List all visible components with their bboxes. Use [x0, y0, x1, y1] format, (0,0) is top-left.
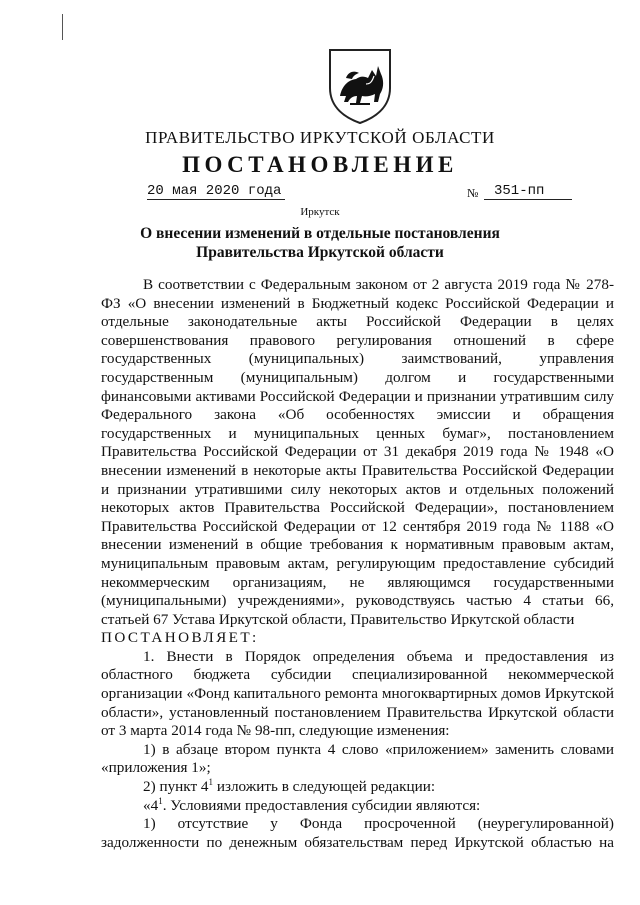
item-1-paragraph: 1. Внести в Порядок определения объема и предоставления из областного бюджета субсидии специализированной некоммерческой организации «Фонд капитального ремонта многоквартирных домов Иркутской области», установленный постановлением Правительства Иркутской области от 3 марта 2014 года № 98-пп, следующие изменения: [101, 647, 614, 740]
subitem-1-paragraph: 1) в абзаце втором пункта 4 слово «приложением» заменить словами «приложения 1»; [101, 740, 614, 777]
quote-text-a: «4 [143, 796, 159, 814]
document-body [101, 276, 614, 852]
intro-paragraph: В соответствии с Федеральным законом от 2 августа 2019 года № 278-ФЗ «О внесении изменений в Бюджетный кодекс Российской Федерации и отдельные законодательные акты Российской Федерации в целях совершенствования правового регулирования отношений в сфере государственных (муниципальных) заимствований, управления государственным (муниципальным) долгом и государственными финансовыми активами Российской Федерации и признании утратившим силу Федерального закона «Об особенностях эмиссии и обращения государственных и муниципальных ценных бумаг», постановлением Правительства Российской Федерации от 31 декабря 2019 года № 1948 «О внесении изменений в некоторые акты Правительства Российской Федерации и признании утратившими силу некоторых актов и отдельных положений некоторых актов Правительства Российской Федерации», постановлением Правительства Российской Федерации от 12 сентября 2019 года № 1188 «О внесении изменений в общие требования к нормативным правовым актам, муниципальным правовым актам, регулирующим предоставление субсидий некоммерческим организациям, не являющимся государственными (муниципальными) учреждениями», руководствуясь частью 4 статьи 66, статьей 67 Устава Иркутской области, Правительство Иркутской области [101, 276, 614, 628]
subitem-2-paragraph [101, 778, 614, 797]
document-date: 20 мая 2020 года [147, 183, 285, 200]
quote-text-b: . Условиями предоставления субсидии являются: [162, 796, 481, 814]
scan-mark [62, 14, 63, 40]
quote-paragraph [101, 797, 614, 816]
condition-1-paragraph: 1) отсутствие у Фонда просроченной (неурегулированной) задолженности по денежным обязательствам перед Иркутской областью на [101, 815, 614, 851]
document-type-title: ПОСТАНОВЛЕНИЕ [182, 152, 458, 177]
government-name: ПРАВИТЕЛЬСТВО ИРКУТСКОЙ ОБЛАСТИ [145, 128, 495, 147]
subitem-2-text-a: 2) пункт 4 [143, 778, 209, 796]
coat-of-arms-emblem [326, 46, 394, 124]
subitem-2-superscript: 1 [208, 776, 214, 787]
document-number: 351-пп [484, 183, 572, 200]
postanovlyaet-label: ПОСТАНОВЛЯЕТ: [101, 629, 259, 647]
document-heading: О внесении изменений в отдельные постановления Правительства Иркутской области [140, 225, 500, 261]
city-name: Иркутск [300, 206, 340, 218]
subitem-2-text-b: изложить в следующей редакции: [213, 778, 436, 796]
number-sign: № [467, 186, 479, 200]
quote-superscript: 1 [158, 795, 163, 806]
